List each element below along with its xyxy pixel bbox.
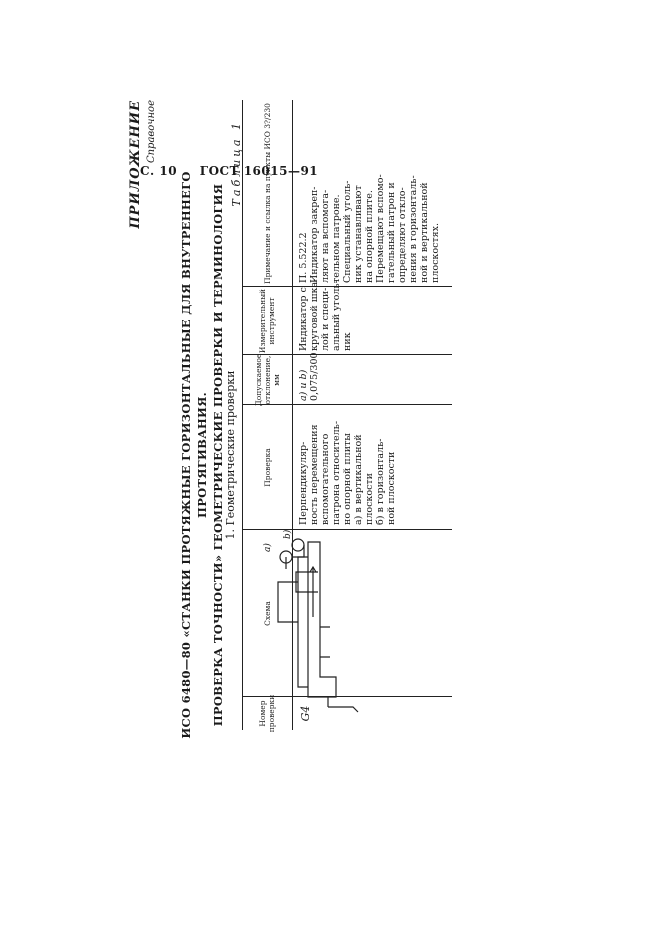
header-check: Проверка <box>262 448 272 487</box>
scheme-label-a: a) <box>263 543 273 552</box>
notes-line: Перемещают вспомо- <box>375 174 386 283</box>
standard-number: ГОСТ 16015—91 <box>199 164 319 178</box>
notes-line: определяют откло- <box>397 187 408 283</box>
instrument-line: ник <box>342 332 353 351</box>
notes-line: Специальный уголь- <box>342 180 353 283</box>
notes-line: на опорной плите. <box>364 190 375 283</box>
check-line: а) в вертикальной <box>353 434 364 525</box>
indicator-b <box>292 539 304 551</box>
notes-line: тельном патроне. <box>331 194 342 283</box>
check-line: ность перемещения <box>309 424 320 525</box>
appendix-title: ПРИЛОЖЕНИЕ <box>128 100 143 229</box>
notes-line: П. 5.522.2 <box>298 232 309 283</box>
machine-base <box>308 542 336 697</box>
instrument-line: альный уголь- <box>331 280 342 351</box>
notes-line: ляют на вспомога- <box>320 189 331 283</box>
document-title-line-2: ПРОВЕРКА ТОЧНОСТИ» ГЕОМЕТРИЧЕСКИЕ ПРОВЕРКИ И ТЕРМИНОЛОГИЯ <box>211 183 225 727</box>
notes-line: плоскостях. <box>430 222 441 283</box>
section-title: 1. Геометрические проверки <box>224 370 237 540</box>
fixture <box>278 582 298 622</box>
notes-line: ник устанавливают <box>353 185 364 283</box>
tolerance-line: 0,075/300 <box>309 352 320 401</box>
table-label: Таблица 1 <box>230 120 243 207</box>
document-title-line-1: ИСО 6480—80 «СТАНКИ ПРОТЯЖНЫЕ ГОРИЗОНТАЛЬНЫЕ ДЛЯ ВНУТРЕННЕГО ПРОТЯГИВАНИЯ. <box>179 171 209 739</box>
instrument-line: лой и специ- <box>320 287 331 351</box>
document-title <box>178 145 226 765</box>
check-line: патрона относитель- <box>331 420 342 525</box>
check-line: ной плоскости <box>386 451 397 525</box>
check-line: плоскости <box>364 473 375 525</box>
instrument-line: круговой шка- <box>309 278 320 351</box>
tolerance-value <box>298 352 320 401</box>
check-line: но опорной плиты <box>342 433 353 525</box>
row-number: G4 <box>299 705 312 722</box>
header-notes: Примечание и ссылка на пункты ИСО 3?/230 <box>262 103 272 284</box>
machine-bed <box>298 557 308 687</box>
check-line: вспомогательного <box>320 433 331 525</box>
page-number: С. 10 <box>140 164 178 178</box>
check-line: б) в горизонталь- <box>375 438 386 525</box>
notes-description <box>298 174 441 283</box>
scheme-diagram <box>258 527 398 717</box>
instrument-line: Индикатор с <box>298 287 309 351</box>
header-tolerance: Допускаемое отклонение, мм <box>253 353 281 407</box>
notes-line: Индикатор закреп- <box>309 186 320 283</box>
check-description <box>298 421 397 525</box>
notes-line: нения в горизонталь- <box>408 175 419 283</box>
notes-line: гательный патрон и <box>386 182 397 283</box>
chuck-block <box>296 572 318 592</box>
plate-edge <box>328 697 358 712</box>
supports <box>320 627 330 657</box>
instrument-description <box>298 279 353 351</box>
scheme-label-b: b) <box>283 529 293 539</box>
appendix-subtitle: Справочное <box>146 100 157 164</box>
header-instrument: Измерительный инструмент <box>258 288 276 354</box>
notes-line: ной и вертикальной <box>419 182 430 283</box>
check-line: Перпендикуляр- <box>298 441 309 525</box>
tolerance-line: а) и b) <box>298 369 309 401</box>
header-number: Номер проверки <box>258 694 276 733</box>
indicator-stem <box>286 545 304 569</box>
header-scheme: Схема <box>262 601 272 626</box>
